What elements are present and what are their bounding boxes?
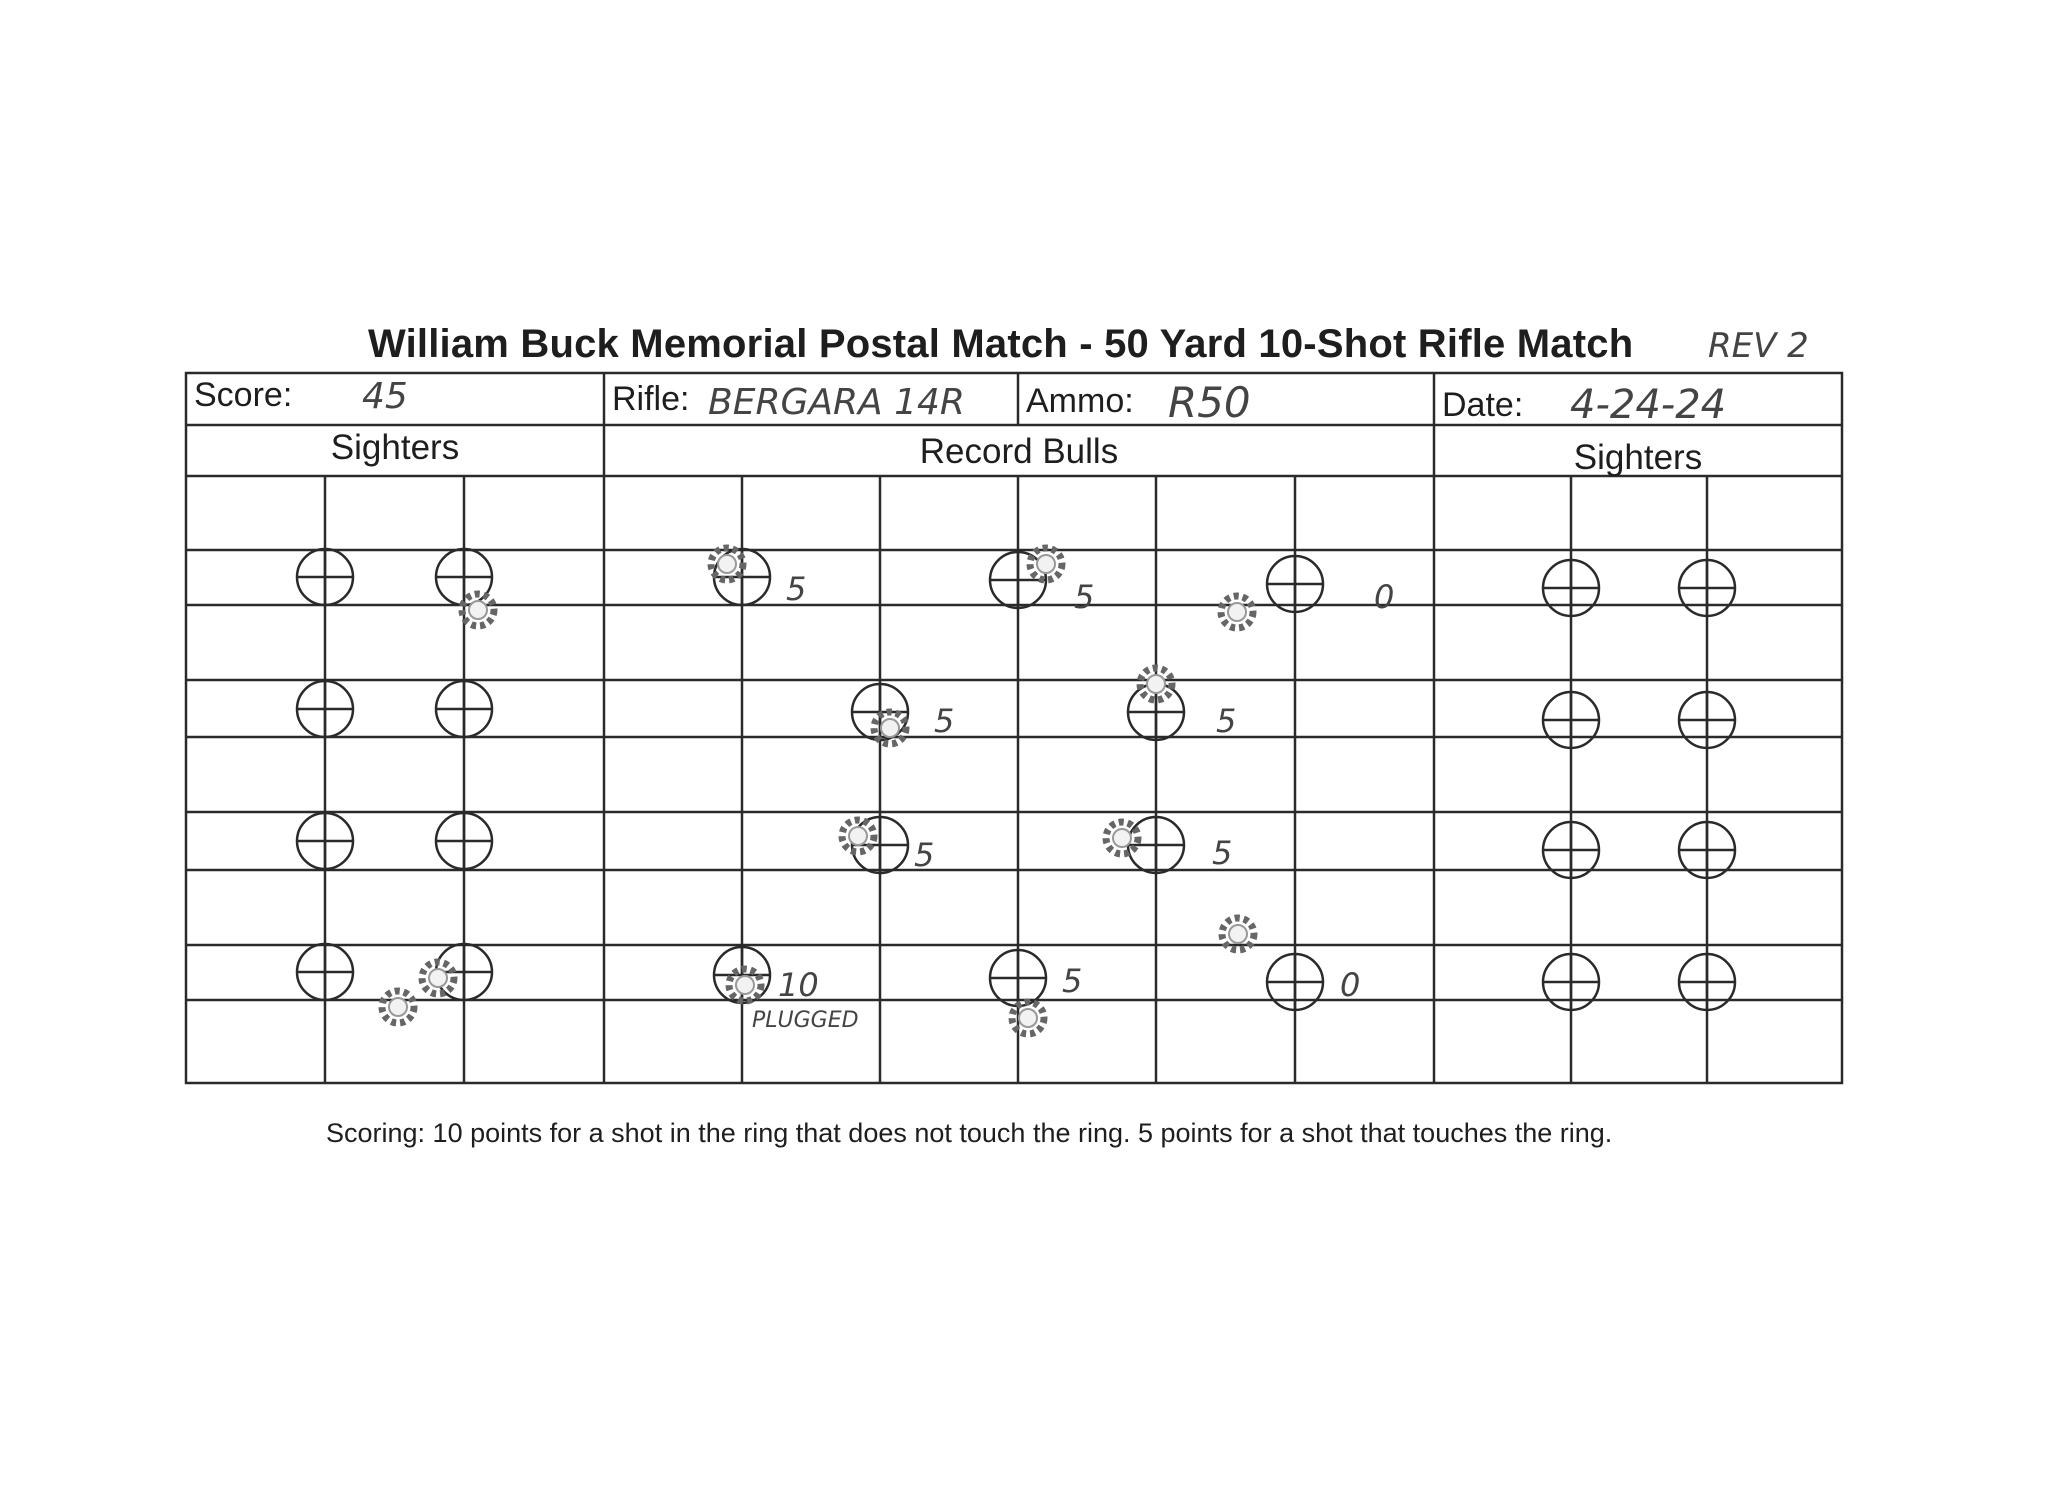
bull-score-8: 10 [778,966,819,1004]
target-bull [990,950,1046,1006]
target-bull [1267,954,1323,1010]
bull-score-3: 0 [1374,578,1395,616]
scoring-rule: Scoring: 10 points for a shot in the ring that does not touch the ring. 5 points for a shot that touches the ring. [326,1118,1613,1148]
target-bull [1679,692,1735,748]
score-label: Score: [194,376,293,414]
plugged-note: PLUGGED [752,1008,859,1033]
target-bull [1543,560,1599,616]
target-bull [1679,560,1735,616]
target-bull [297,813,353,869]
shot-hole [1221,596,1253,628]
bull-score-4: 5 [934,702,955,740]
target-bull [436,681,492,737]
target-bull [297,681,353,737]
bull-score-5: 5 [1216,702,1237,740]
target-bull [436,813,492,869]
date-label: Date: [1442,386,1524,424]
target-bull [297,549,353,605]
bull-score-6: 5 [914,836,935,874]
ammo-value: R50 [1168,378,1251,427]
bull-score-2: 5 [1074,578,1095,616]
shot-hole [842,820,874,852]
target-bull [1543,822,1599,878]
left-sighters-label: Sighters [330,428,460,467]
target-bull [1128,817,1184,873]
bull-score-9: 5 [1062,962,1083,1000]
shot-hole [422,962,454,994]
date-value: 4-24-24 [1570,382,1727,428]
target-bull [1267,556,1323,612]
right-sighters-label: Sighters [1573,438,1703,477]
shot-hole [462,594,494,626]
target-bull [1543,954,1599,1010]
rifle-value: BERGARA 14R [708,382,965,423]
bull-score-7: 5 [1212,834,1233,872]
bull-score-10: 0 [1340,966,1361,1004]
revision-note: REV 2 [1708,326,1809,366]
target-bull [1679,822,1735,878]
target-bull [1543,692,1599,748]
shot-hole [382,991,414,1023]
target-bull [1679,954,1735,1010]
target-bull [297,944,353,1000]
rifle-label: Rifle: [612,380,690,418]
match-title: William Buck Memorial Postal Match - 50 Yard 10-Shot Rifle Match [368,322,1634,366]
bull-score-1: 5 [786,570,807,608]
ammo-label: Ammo: [1026,382,1134,420]
score-value: 45 [362,376,408,417]
record-bulls-label: Record Bulls [919,432,1119,471]
